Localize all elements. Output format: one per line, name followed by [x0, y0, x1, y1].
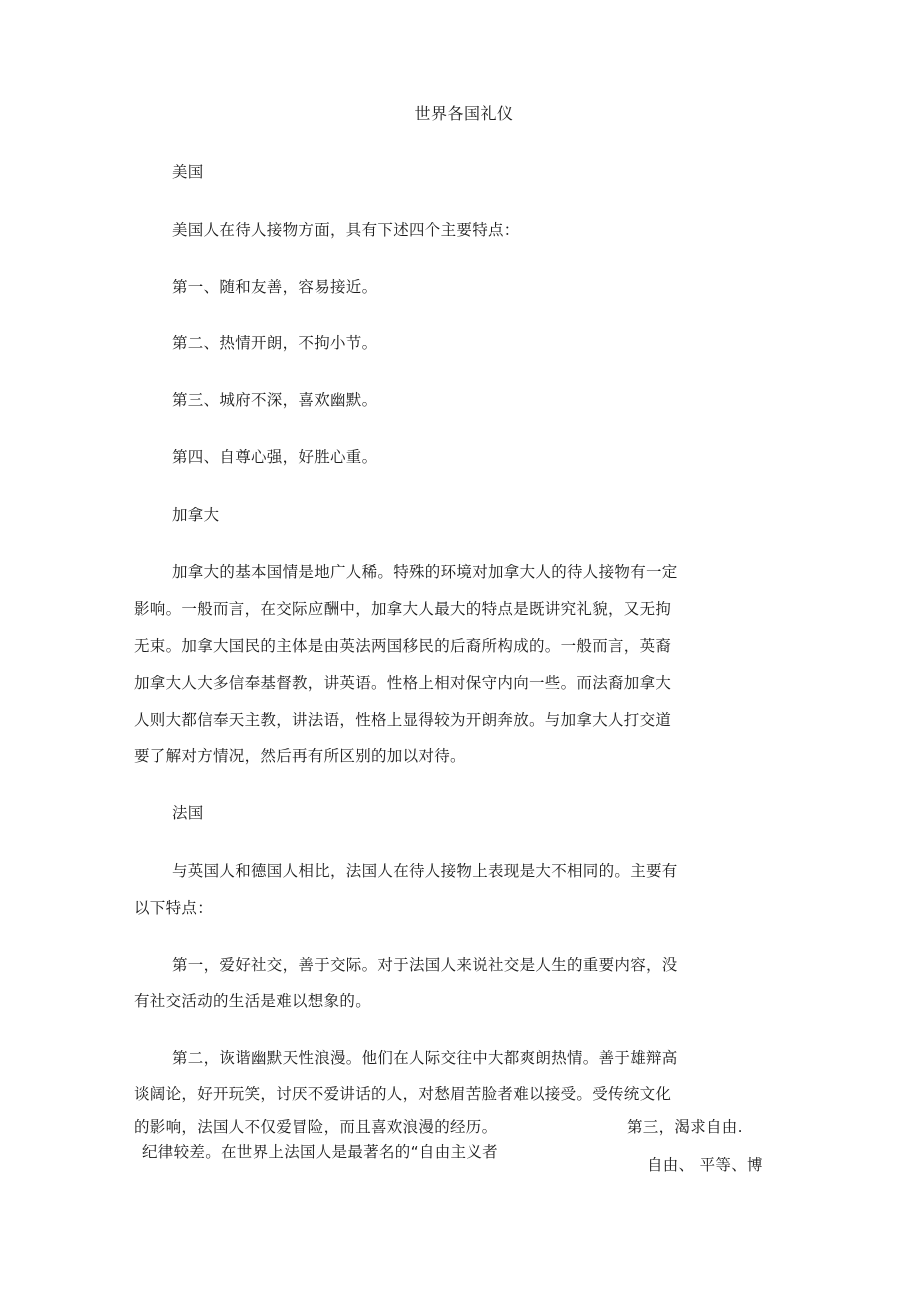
france-point-3-line: 纪律较差。在世界上法国人是最著名的“自由主义者 — [142, 1143, 498, 1161]
usa-point-3: 第三、城府不深，喜欢幽默。 — [172, 391, 378, 409]
canada-paragraph-line: 人则大都信奉天主教，讲法语，性格上显得较为开朗奔放。与加拿大人打交道 — [134, 711, 672, 729]
france-intro-line: 与英国人和德国人相比，法国人在待人接物上表现是大不相同的。主要有 — [172, 862, 678, 880]
france-intro-line: 以下特点： — [134, 899, 214, 917]
section-heading-france: 法国 — [172, 804, 204, 822]
section-heading-usa: 美国 — [172, 163, 204, 181]
usa-point-1: 第一、随和友善，容易接近。 — [172, 278, 378, 296]
usa-intro: 美国人在待人接物方面，具有下述四个主要特点： — [172, 221, 520, 239]
france-point-3-fragment: 第三，渴求自由. — [627, 1118, 743, 1136]
usa-point-4: 第四、自尊心强，好胜心重。 — [172, 448, 378, 466]
document-title: 世界各国礼仪 — [414, 104, 514, 123]
canada-paragraph-line: 加拿大的基本国情是地广人稀。特殊的环境对加拿大人的待人接物有一定 — [172, 563, 678, 581]
canada-paragraph-line: 无束。加拿大国民的主体是由英法两国移民的后裔所构成的。一般而言，英裔 — [134, 637, 672, 655]
france-point-2-line: 第二，诙谐幽默天性浪漫。他们在人际交往中大都爽朗热情。善于雄辩高 — [172, 1049, 678, 1067]
france-point-1-line: 第一，爱好社交，善于交际。对于法国人来说社交是人生的重要内容，没 — [172, 956, 678, 974]
canada-paragraph-line: 要了解对方情况，然后再有所区别的加以对待。 — [134, 747, 466, 765]
france-point-2-line: 谈阔论，好开玩笑，讨厌不爱讲话的人，对愁眉苦脸者难以接受。受传统文化 — [134, 1085, 672, 1103]
usa-point-2: 第二、热情开朗，不拘小节。 — [172, 334, 378, 352]
canada-paragraph-line: 加拿大人大多信奉基督教，讲英语。性格上相对保守内向一些。而法裔加拿大 — [134, 674, 672, 692]
france-point-1-line: 有社交活动的生活是难以想象的。 — [134, 992, 372, 1010]
canada-paragraph-line: 影响。一般而言，在交际应酬中，加拿大人最大的特点是既讲究礼貌，又无拘 — [134, 600, 672, 618]
france-point-2-line: 的影响，法国人不仅爱冒险，而且喜欢浪漫的经历。 — [134, 1118, 498, 1136]
section-heading-canada: 加拿大 — [172, 506, 220, 524]
france-point-3-right-fragment: 自由、 平等、博 — [647, 1156, 763, 1174]
